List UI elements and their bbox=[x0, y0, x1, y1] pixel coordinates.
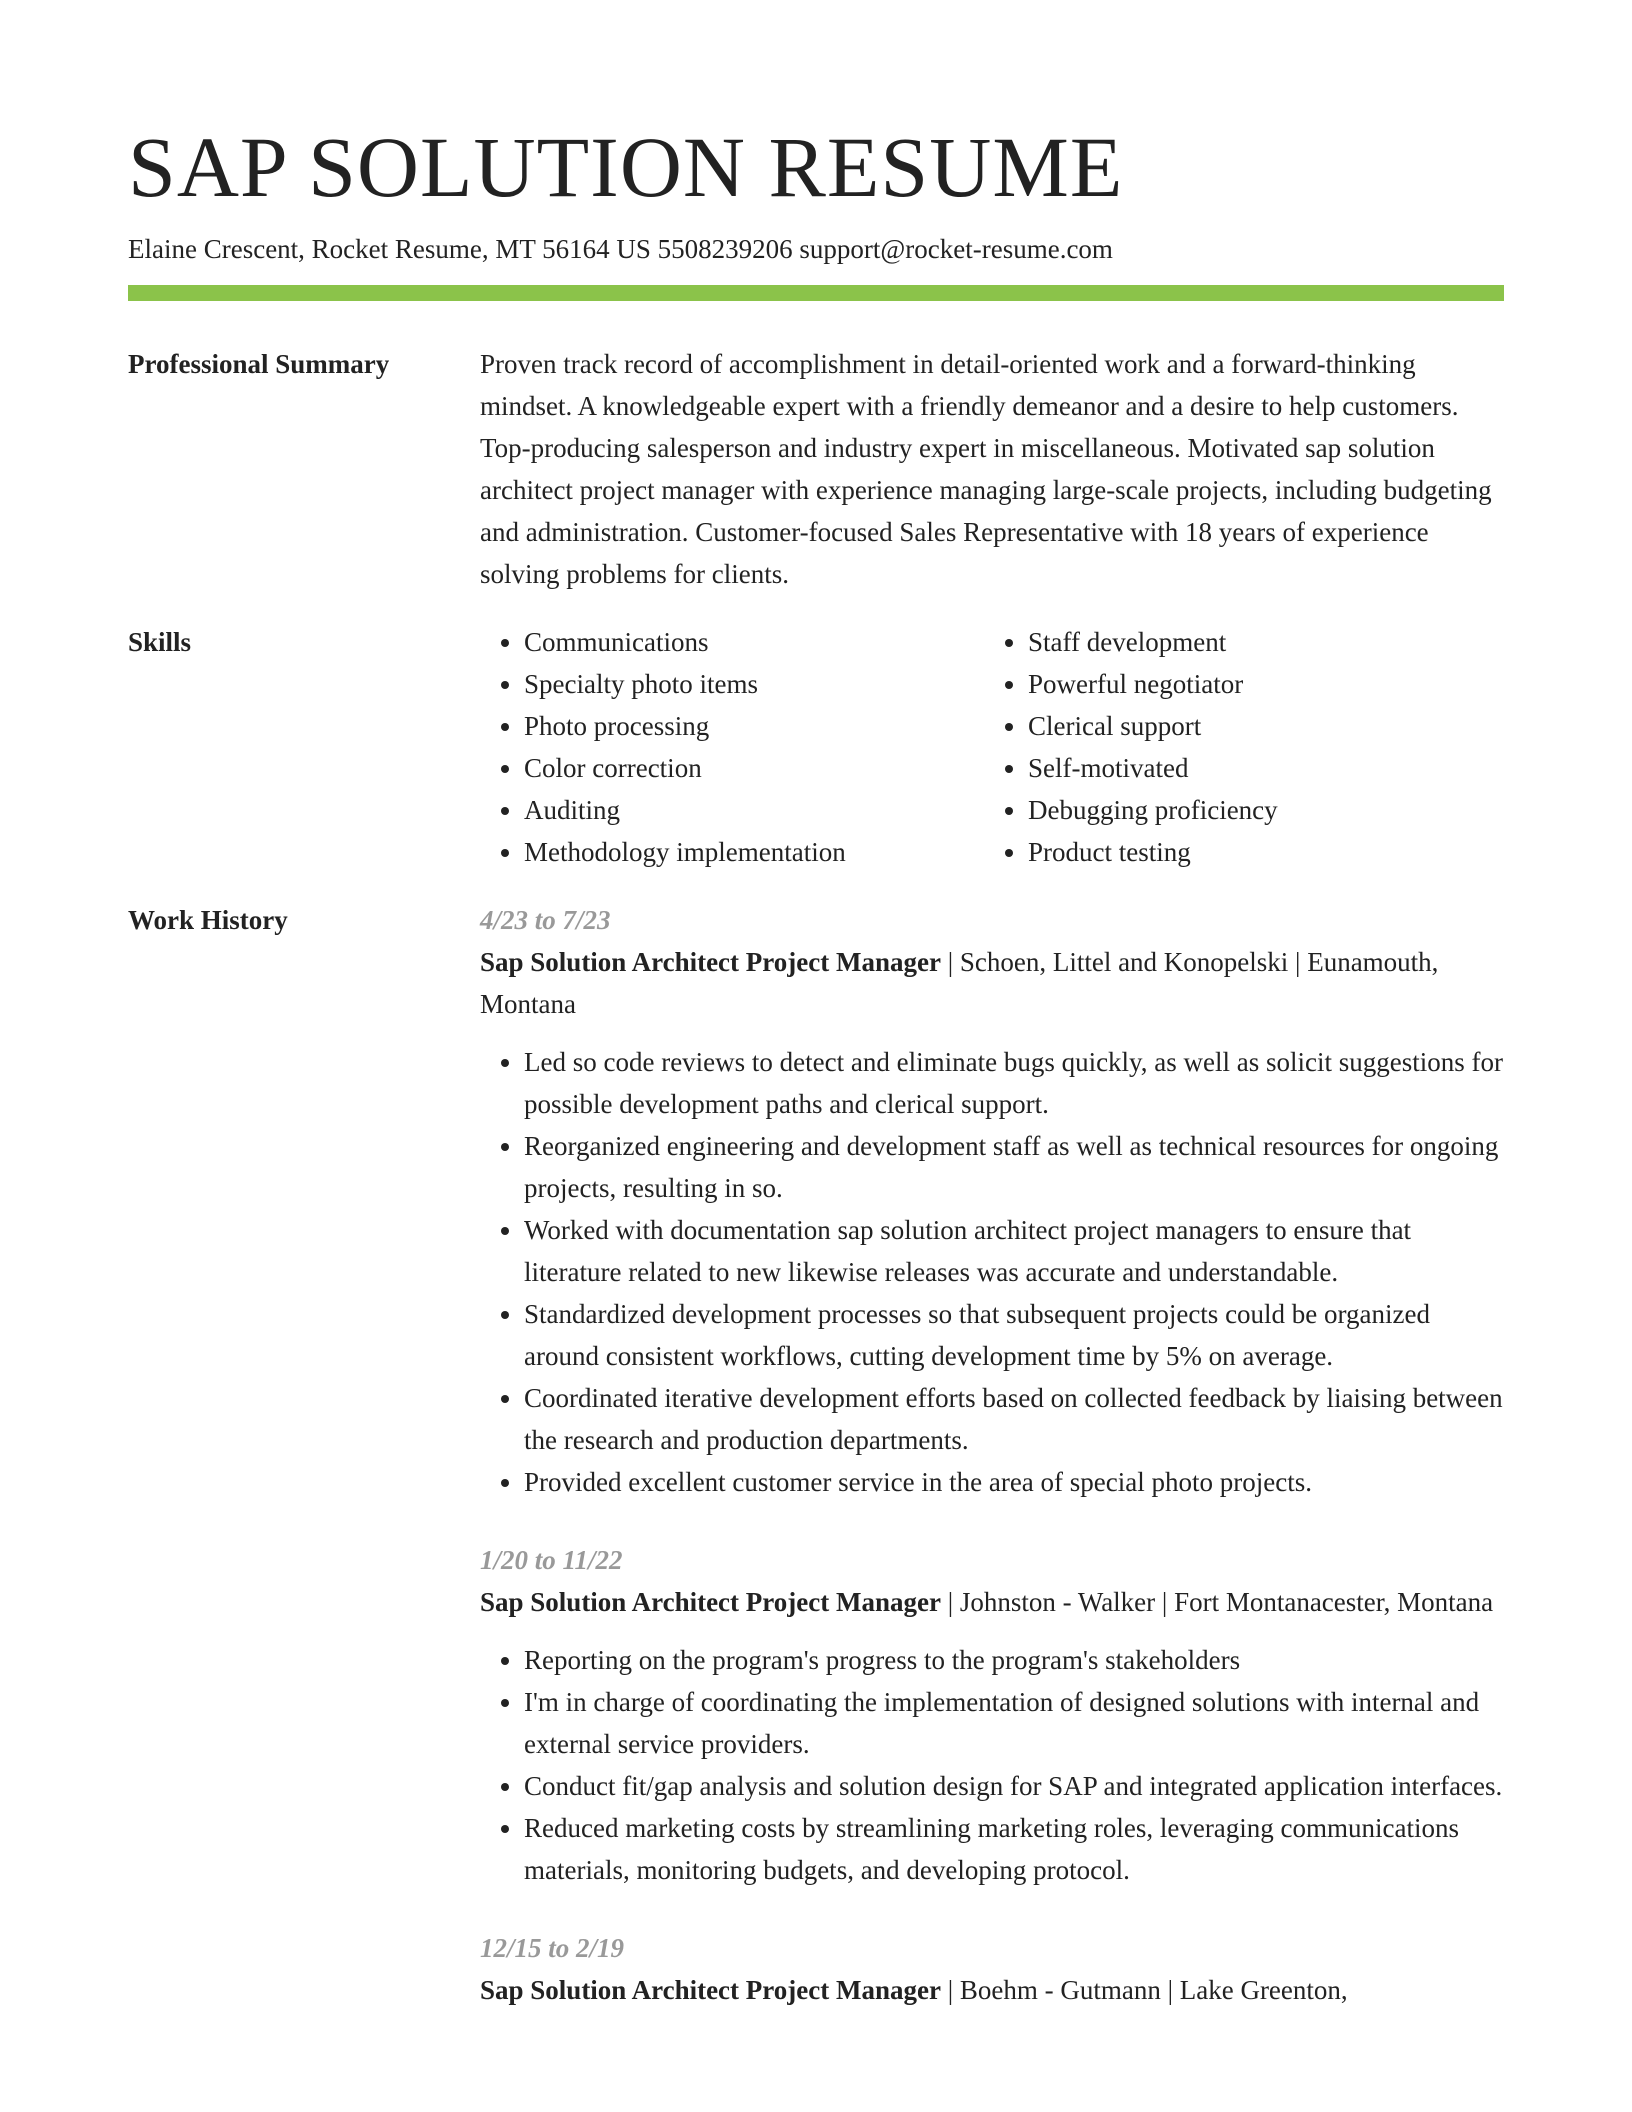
skills-heading: Skills bbox=[128, 626, 192, 657]
skills-list-left bbox=[480, 621, 984, 873]
job-title: Sap Solution Architect Project Manager bbox=[480, 946, 941, 977]
job-bullet: • Provided excellent customer service in the area of special photo projects. bbox=[524, 1461, 1504, 1503]
job-bullet: • I'm in charge of coordinating the implementation of designed solutions with internal and external service providers. bbox=[524, 1681, 1504, 1765]
job-entry bbox=[480, 899, 1504, 1503]
skills-section bbox=[128, 626, 1504, 873]
job-date: 12/15 to 2/19 bbox=[480, 1932, 625, 1963]
job-details: | Johnston - Walker | Fort Montanacester, Montana bbox=[940, 1586, 1494, 1617]
job-bullet: • Reporting on the program's progress to the program's stakeholders bbox=[524, 1639, 1504, 1681]
job-header bbox=[480, 1581, 1504, 1623]
job-details: | Schoen, Littel and Konopelski | Eunamouth, Montana bbox=[480, 946, 1439, 1019]
resume-title: SAP SOLUTION RESUME bbox=[128, 119, 1124, 215]
job-bullet: • Reduced marketing costs by streamlining marketing roles, leveraging communications materials, monitoring budgets, and developing protocol. bbox=[524, 1807, 1504, 1891]
job-bullet: • Reorganized engineering and development staff as well as technical resources for ongoing projects, resulting in so. bbox=[524, 1125, 1504, 1209]
job-details: | Boehm - Gutmann | Lake Greenton, bbox=[940, 1974, 1348, 2005]
contact-line: Elaine Crescent, Rocket Resume, MT 56164 US 5508239206 support@rocket-resume.com bbox=[128, 233, 1113, 264]
job-header bbox=[480, 941, 1504, 1025]
job-entry bbox=[480, 1539, 1504, 1891]
job-bullets bbox=[480, 1639, 1504, 1891]
job-title: Sap Solution Architect Project Manager bbox=[480, 1974, 941, 2005]
summary-text: Proven track record of accomplishment in detail-oriented work and a forward-thinking mindset. A knowledgeable expert with a friendly demeanor and a desire to help customers. Top-producing salesperson and industry expert in miscellaneous. Motivated sap solution architect project manager with experience managing large-scale projects, including budgeting and administration. Customer-focused Sales Representative with 18 years of experience solving problems for clients. bbox=[480, 348, 1492, 589]
job-title: Sap Solution Architect Project Manager bbox=[480, 1586, 941, 1617]
skill-item: • Communications bbox=[524, 621, 984, 663]
job-header bbox=[480, 1969, 1504, 2011]
skill-item: • Product testing bbox=[1028, 831, 1488, 873]
summary-heading: Professional Summary bbox=[128, 348, 390, 379]
job-bullet: • Led so code reviews to detect and eliminate bugs quickly, as well as solicit suggestions for possible development paths and clerical support. bbox=[524, 1041, 1504, 1125]
job-date: 4/23 to 7/23 bbox=[480, 904, 611, 935]
skill-item: • Debugging proficiency bbox=[1028, 789, 1488, 831]
job-bullets bbox=[480, 1041, 1504, 1503]
skill-item: • Specialty photo items bbox=[524, 663, 984, 705]
skill-item: • Photo processing bbox=[524, 705, 984, 747]
skills-list-right bbox=[984, 621, 1488, 873]
job-bullet: • Worked with documentation sap solution architect project managers to ensure that literature related to new likewise releases was accurate and understandable. bbox=[524, 1209, 1504, 1293]
job-date: 1/20 to 11/22 bbox=[480, 1544, 623, 1575]
accent-divider bbox=[128, 285, 1504, 301]
skill-item: • Powerful negotiator bbox=[1028, 663, 1488, 705]
skill-item: • Staff development bbox=[1028, 621, 1488, 663]
skill-item: • Clerical support bbox=[1028, 705, 1488, 747]
summary-section bbox=[128, 348, 1504, 595]
skill-item: • Auditing bbox=[524, 789, 984, 831]
skill-item: • Color correction bbox=[524, 747, 984, 789]
skill-item: • Self-motivated bbox=[1028, 747, 1488, 789]
job-entry bbox=[480, 1927, 1504, 2011]
job-bullet: • Standardized development processes so that subsequent projects could be organized around consistent workflows, cutting development time by 5% on average. bbox=[524, 1293, 1504, 1377]
resume-page bbox=[128, 120, 1504, 2047]
job-bullet: • Coordinated iterative development efforts based on collected feedback by liaising between the research and production departments. bbox=[524, 1377, 1504, 1461]
skill-item: • Methodology implementation bbox=[524, 831, 984, 873]
work-heading: Work History bbox=[128, 904, 288, 935]
job-bullet: • Conduct fit/gap analysis and solution design for SAP and integrated application interfaces. bbox=[524, 1765, 1504, 1807]
work-section bbox=[128, 904, 1504, 2047]
